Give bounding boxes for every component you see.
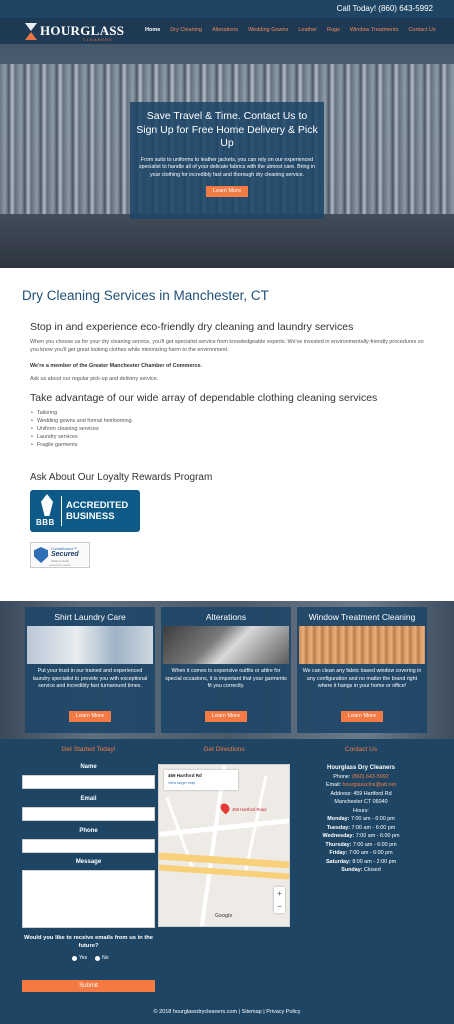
contact-info xyxy=(300,764,422,875)
email-label: Email xyxy=(80,796,97,802)
footer-contact-title: Contact Us xyxy=(344,746,378,753)
contact-email-link[interactable]: hourglassclns@att.net xyxy=(342,782,396,788)
main-content xyxy=(30,321,430,449)
phone-label: Phone xyxy=(79,828,98,834)
google-logo: Google xyxy=(215,913,233,919)
list-item: • Uniform cleaning services xyxy=(37,425,430,433)
chamber-member-text: We're a member of the Greater Manchester Chamber of Commerce. xyxy=(30,363,202,369)
hero-image-floor xyxy=(0,214,454,268)
map-pin-label: 459 Hartford Road xyxy=(232,807,267,812)
map-address: 459 Hartford Rd xyxy=(168,773,202,778)
heading-eco-friendly: Stop in and experience eco-friendly dry cleaning and laundry services xyxy=(30,321,354,333)
page-title: Dry Cleaning Services in Manchester, CT xyxy=(22,288,269,303)
bbb-accredited-text: ACCREDITED BUSINESS xyxy=(66,500,129,522)
seal-brand: CompliAssure™ xyxy=(51,547,77,551)
service-text: When it comes to expensive outfits or attire for special occasions, it is important that your garments fit you correctly. xyxy=(165,668,287,689)
nav-leather[interactable]: Leather xyxy=(298,27,317,33)
service-text: Put your trust in our trained and experienced laundry specialist to provide you with exceptional service and incredibly fast turnaround times. xyxy=(32,668,148,689)
nav-home[interactable]: Home xyxy=(145,27,161,33)
hero-learn-more-button[interactable]: Learn More xyxy=(206,186,248,197)
nav-rugs[interactable]: Rugs xyxy=(327,27,340,33)
service-title: Shirt Laundry Care xyxy=(54,612,126,622)
learn-more-button[interactable]: Learn More xyxy=(205,711,247,722)
hours-row: Monday: 7:00 am - 6:00 pm xyxy=(327,816,395,822)
nav-alterations[interactable]: Alterations xyxy=(212,27,239,33)
service-title: Alterations xyxy=(205,612,247,622)
view-larger-map-link[interactable]: View larger map xyxy=(168,781,196,785)
zoom-in-button[interactable]: + xyxy=(277,889,282,898)
radio-yes[interactable]: Yes xyxy=(72,955,87,961)
list-item: • Wedding gowns and formal heirlooming xyxy=(37,417,430,425)
footer-directions-title: Get Directions xyxy=(203,746,245,753)
map-zoom-controls[interactable] xyxy=(274,887,285,913)
loyalty-heading: Ask About Our Loyalty Rewards Program xyxy=(30,472,213,483)
hours-row: Saturday: 8:00 am - 2:00 pm xyxy=(325,858,397,865)
learn-more-button[interactable]: Learn More xyxy=(69,711,111,722)
email-input[interactable] xyxy=(22,807,155,821)
nav-wedding-gowns[interactable]: Wedding Gowns xyxy=(248,27,289,33)
seal-powered: powered by Aperia xyxy=(49,564,71,567)
message-textarea[interactable] xyxy=(22,870,155,928)
service-image xyxy=(299,626,425,664)
copyright-links[interactable]: © 2018 hourglassdrycleaners.com | Sitemap | Privacy Policy xyxy=(153,1009,301,1015)
list-item: • Fragile garments xyxy=(37,441,430,449)
service-title: Window Treatment Cleaning xyxy=(308,612,416,622)
hero-cta-box xyxy=(130,102,324,219)
list-item: • Tailoring xyxy=(37,409,430,417)
directions-map[interactable] xyxy=(158,764,290,927)
logo-sub: CLEANERS xyxy=(83,37,113,42)
footer-get-started-title: Get Started Today! xyxy=(61,746,116,753)
hero-text: From suits to uniforms to leather jackets, you can rely on our experienced specialist to handle all of your delicate fabrics with the utmost care. Bring in your clothing for incredibly fast and thorough dry cleaning service. xyxy=(138,156,316,178)
heading-services: Take advantage of our wide array of dependable clothing cleaning services xyxy=(30,392,378,404)
bbb-badge[interactable] xyxy=(30,490,140,532)
list-item: • Laundry services xyxy=(37,433,430,441)
zoom-out-button[interactable]: − xyxy=(277,902,282,911)
address-line-2: Manchester CT 06040 xyxy=(334,799,388,805)
main-nav xyxy=(145,27,446,33)
shield-icon xyxy=(34,547,48,563)
service-image xyxy=(27,626,153,664)
address-line-1: Address: 459 Hartford Rd xyxy=(330,790,392,797)
seal-verify: Click to Verify xyxy=(51,559,70,563)
bbb-torch-icon xyxy=(36,494,58,528)
contact-phone-line: Phone: (860) 643-5992 xyxy=(333,773,389,780)
logo-name: HOURGLASS xyxy=(40,23,125,38)
phone-input[interactable] xyxy=(22,839,155,853)
radio-no[interactable]: No xyxy=(95,955,108,961)
hours-label: Hours: xyxy=(353,807,369,814)
bbb-mark-text: BBB xyxy=(36,518,55,527)
message-label: Message xyxy=(75,859,102,865)
learn-more-button[interactable]: Learn More xyxy=(341,711,383,722)
nav-dry-cleaning[interactable]: Dry Cleaning xyxy=(170,27,203,33)
hours-row: Wednesday: 7:00 am - 6:00 pm xyxy=(322,833,400,839)
hours-row: Tuesday: 7:00 am - 6:00 pm xyxy=(326,824,396,831)
contact-phone-link[interactable]: (860) 643-5992 xyxy=(351,773,389,780)
contact-email-line: Email: hourglassclns@att.net xyxy=(326,782,396,788)
hours-row: Friday: 7:00 am - 6:00 pm xyxy=(329,850,393,856)
hours-row: Thursday: 7:00 am - 6:00 pm xyxy=(325,841,397,848)
intro-paragraph: When you choose us for your dry cleaning service, you'll get specialist service from knowledgeable experts. We've invested in environmentally-friendly procedures so you know you'll get great looking clothes while minimizing harm to the environment. xyxy=(30,339,424,353)
service-image xyxy=(163,626,289,664)
services-list xyxy=(30,409,430,449)
map-info-card xyxy=(164,770,238,790)
service-card-alterations xyxy=(161,607,291,733)
service-card-window-treatment xyxy=(297,607,427,733)
service-text: We can clean any fabric based window covering in any configuration and no matter the brand right where it hangs in your home or office! xyxy=(302,668,422,689)
email-optin-radios xyxy=(72,955,109,961)
business-name: Hourglass Dry Cleaners xyxy=(326,765,396,771)
seal-secured: Secured xyxy=(51,551,79,558)
nav-contact-us[interactable]: Contact Us xyxy=(408,27,436,33)
submit-button[interactable]: Submit xyxy=(22,980,155,992)
pickup-text: Ask us about our regular pick-up and delivery service. xyxy=(30,376,159,382)
secured-seal[interactable] xyxy=(30,542,90,568)
email-optin-question: Would you like to receive emails from us in the future? xyxy=(23,935,154,949)
name-label: Name xyxy=(80,764,97,770)
site-logo[interactable] xyxy=(25,22,135,42)
name-input[interactable] xyxy=(22,775,155,789)
nav-window-treatments[interactable]: Window Treatments xyxy=(349,27,399,33)
hourglass-icon xyxy=(25,23,37,40)
header-phone[interactable]: Call Today! (860) 643-5992 xyxy=(336,4,433,13)
hero-title: Save Travel & Time. Contact Us to Sign Up for Free Home Delivery & Pick Up xyxy=(136,110,318,149)
map-pin-icon xyxy=(219,802,232,815)
service-card-shirt-laundry xyxy=(25,607,155,733)
top-bar xyxy=(0,0,454,18)
hours-row: Sunday: Closed xyxy=(341,867,381,873)
